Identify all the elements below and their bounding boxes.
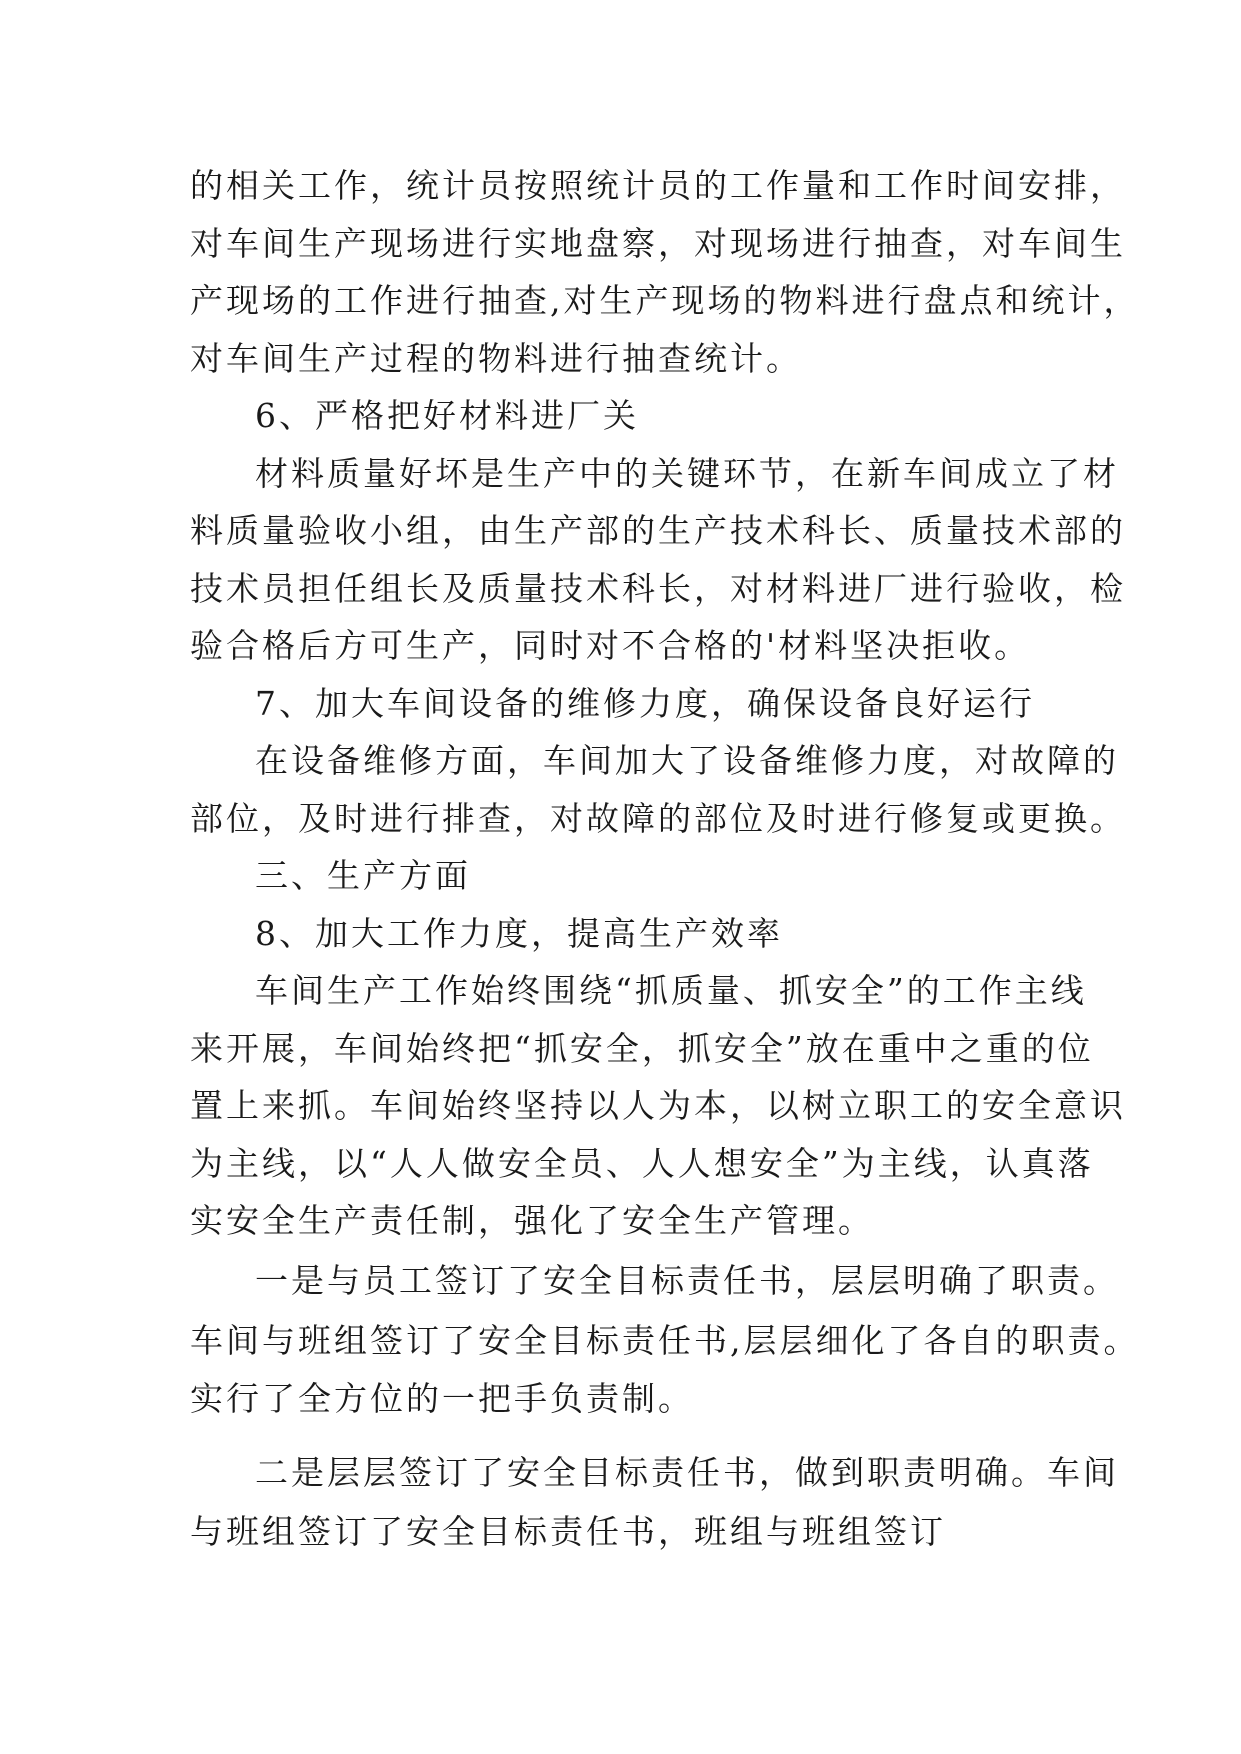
text-line: 对车间生产过程的物料进行抽查统计。 <box>190 339 802 378</box>
text-line: 技术员担任组长及质量技术科长，对材料进厂进行验收，检 <box>190 569 1126 608</box>
section-heading: 7、加大车间设备的维修力度，确保设备良好运行 <box>255 684 1035 723</box>
text-line: 与班组签订了安全目标责任书，班组与班组签订 <box>190 1512 946 1551</box>
text-line: 料质量验收小组，由生产部的生产技术科长、质量技术部的 <box>190 511 1126 550</box>
section-heading: 三、生产方面 <box>255 856 471 895</box>
text-line: 在设备维修方面，车间加大了设备维修力度，对故障的 <box>255 741 1119 780</box>
text-line: 产现场的工作进行抽查,对生产现场的物料进行盘点和统计， <box>190 281 1140 320</box>
text-line: 车间与班组签订了安全目标责任书,层层细化了各自的职责。 <box>190 1321 1140 1360</box>
text-line: 来开展，车间始终把“抓安全，抓安全”放在重中之重的位 <box>190 1029 1094 1068</box>
section-heading: 6、严格把好材料进厂关 <box>255 396 639 435</box>
text-line: 为主线，以“人人做安全员、人人想安全”为主线，认真落 <box>190 1144 1094 1183</box>
text-line: 验合格后方可生产，同时对不合格的'材料坚决拒收。 <box>190 626 1031 665</box>
text-line: 车间生产工作始终围绕“抓质量、抓安全”的工作主线 <box>255 971 1087 1010</box>
text-line: 对车间生产现场进行实地盘察，对现场进行抽查，对车间生 <box>190 224 1126 263</box>
text-line: 置上来抓。车间始终坚持以人为本，以树立职工的安全意识 <box>190 1086 1126 1125</box>
section-heading: 8、加大工作力度，提高生产效率 <box>255 914 783 953</box>
text-line: 实行了全方位的一把手负责制。 <box>190 1379 694 1418</box>
text-line: 一是与员工签订了安全目标责任书，层层明确了职责。 <box>255 1261 1119 1300</box>
text-line: 二是层层签订了安全目标责任书，做到职责明确。车间 <box>255 1453 1119 1492</box>
text-line: 的相关工作，统计员按照统计员的工作量和工作时间安排， <box>190 166 1126 205</box>
text-line: 材料质量好坏是生产中的关键环节，在新车间成立了材 <box>255 454 1119 493</box>
text-line: 实安全生产责任制，强化了安全生产管理。 <box>190 1201 874 1240</box>
text-line: 部位，及时进行排查，对故障的部位及时进行修复或更换。 <box>190 799 1126 838</box>
